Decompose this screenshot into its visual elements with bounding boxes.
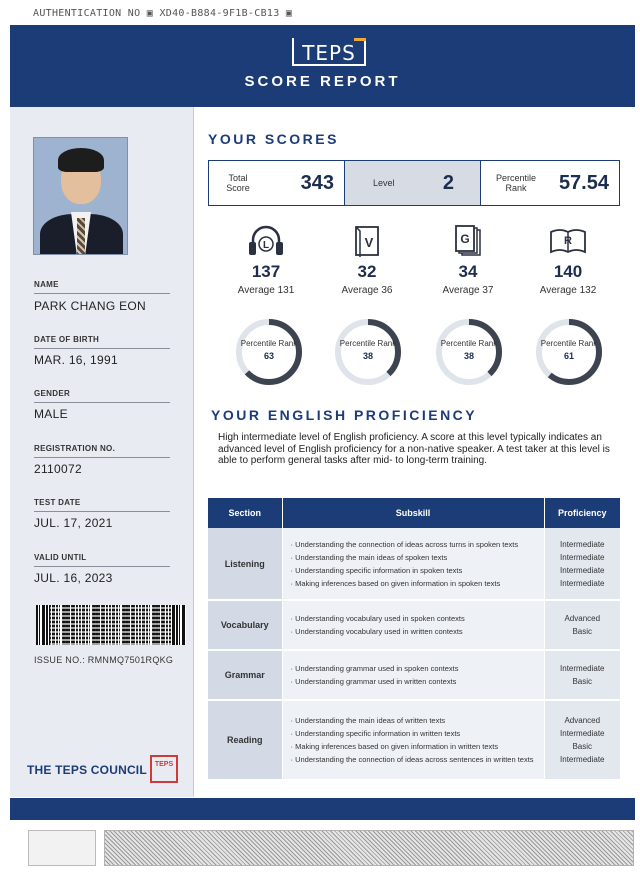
listening-percentile-ring <box>234 317 304 387</box>
percentile-cell <box>481 161 619 205</box>
table-row <box>208 650 620 700</box>
scores-title: YOUR SCORES <box>208 131 339 147</box>
table-row <box>208 600 620 650</box>
section-header: Section <box>208 498 282 528</box>
level-cell <box>345 161 481 205</box>
total-scores-box <box>208 160 620 206</box>
grammar-percentile: 38 <box>463 351 474 361</box>
subskill-item: · Understanding grammar used in written contexts <box>290 677 457 686</box>
proficiency-level: Basic <box>572 677 593 686</box>
test-date-label: TEST DATE <box>34 498 81 507</box>
section-cell: Listening <box>208 528 282 600</box>
table-row <box>208 700 620 780</box>
proficiency-header: Proficiency <box>544 498 620 528</box>
proficiency-level: Basic <box>572 627 593 636</box>
test-date-value: JUL. 17, 2021 <box>34 516 113 530</box>
proficiency-level: Advanced <box>564 614 601 623</box>
vocabulary-skill <box>327 224 407 296</box>
grammar-average: Average 37 <box>442 285 494 296</box>
listening-score: 137 <box>251 262 281 281</box>
security-pattern <box>104 830 634 866</box>
ring-label: Percentile Rank <box>440 339 498 348</box>
vocabulary-average: Average 36 <box>341 285 393 296</box>
proficiency-cell <box>544 528 620 600</box>
vocabulary-percentile-ring <box>333 317 403 387</box>
vocabulary-score: 32 <box>357 262 377 281</box>
vocabulary-percentile: 38 <box>362 351 373 361</box>
registration-label: REGISTRATION NO. <box>34 444 116 453</box>
subskill-item: · Understanding the main ideas of spoken texts <box>290 552 448 562</box>
ring-label: Percentile Rank <box>540 339 598 348</box>
square-icon: ▣ <box>146 8 154 19</box>
subskill-header: Subskill <box>282 498 544 528</box>
listening-average: Average 131 <box>237 285 295 296</box>
section-cell: Grammar <box>208 650 282 700</box>
report-header <box>10 25 635 107</box>
proficiency-level: Intermediate <box>560 755 605 764</box>
footer-bar <box>10 798 635 820</box>
subskill-item: · Understanding grammar used in spoken contexts <box>290 664 459 673</box>
square-icon: ▣ <box>285 8 293 19</box>
gender-value: MALE <box>34 407 68 421</box>
grammar-score: 34 <box>458 262 478 281</box>
subskill-item: · Understanding specific information in spoken texts <box>290 565 463 575</box>
proficiency-cell <box>544 600 620 650</box>
proficiency-level: Intermediate <box>560 565 605 575</box>
grammar-pages-icon <box>448 224 488 258</box>
gender-label: GENDER <box>34 389 71 398</box>
barcode <box>36 605 186 645</box>
svg-text:V: V <box>364 235 374 250</box>
subskill-cell <box>282 600 544 650</box>
proficiency-level: Intermediate <box>560 729 605 738</box>
auth-label: AUTHENTICATION NO <box>33 8 141 19</box>
name-label: NAME <box>34 280 59 289</box>
reading-average: Average 132 <box>539 285 597 296</box>
svg-text:R: R <box>564 235 572 247</box>
valid-until-label: VALID UNTIL <box>34 553 87 562</box>
reading-score: 140 <box>553 262 583 281</box>
reading-open-book-icon <box>548 224 588 258</box>
council-seal: TEPS <box>150 755 178 783</box>
proficiency-table <box>208 498 620 781</box>
teps-logo <box>292 38 366 66</box>
proficiency-level: Basic <box>572 742 593 751</box>
name-value: PARK CHANG EON <box>34 299 146 313</box>
proficiency-level: Intermediate <box>560 664 605 673</box>
listening-skill <box>226 224 306 296</box>
subskill-cell <box>282 528 544 600</box>
proficiency-level: Advanced <box>564 716 601 725</box>
ring-label: Percentile Rank <box>240 339 298 348</box>
dob-label: DATE OF BIRTH <box>34 335 100 344</box>
dob-value: MAR. 16, 1991 <box>34 353 118 367</box>
authentication-line <box>33 8 292 19</box>
subskill-item: · Making inferences based on given information in written texts <box>290 742 499 751</box>
total-score-value: 343 <box>300 171 334 194</box>
reading-percentile-ring <box>534 317 604 387</box>
logo-text: TEPS <box>302 41 356 65</box>
proficiency-level: Intermediate <box>560 552 605 562</box>
subskill-item: · Making inferences based on given information in spoken texts <box>290 578 501 588</box>
valid-until-value: JUL. 16, 2023 <box>34 571 113 585</box>
proficiency-description: High intermediate level of English proficiency. A score at this level typically indicates an advanced level of English proficiency for a non-native speaker. A test taker at this level is able to perform general tasks after mid- to long-term training. <box>218 432 610 466</box>
subskill-cell <box>282 650 544 700</box>
subskill-item: · Understanding vocabulary used in spoken contexts <box>290 614 465 623</box>
candidate-photo <box>33 137 128 255</box>
level-label: Level <box>373 178 395 188</box>
bottom-stamp-box <box>28 830 96 866</box>
report-title: SCORE REPORT <box>244 73 401 90</box>
subskill-item: · Understanding the connection of ideas across sentences in written texts <box>290 755 534 764</box>
registration-value: 2110072 <box>34 462 82 476</box>
total-score-label: Total Score <box>226 173 250 193</box>
svg-text:G: G <box>460 232 470 246</box>
headphones-icon <box>246 224 286 258</box>
proficiency-level: Intermediate <box>560 578 605 588</box>
subskill-item: · Understanding the main ideas of written texts <box>290 716 446 725</box>
proficiency-level: Intermediate <box>560 539 605 549</box>
svg-text:L: L <box>262 240 270 251</box>
grammar-percentile-ring <box>434 317 504 387</box>
council-name: THE TEPS COUNCIL <box>27 763 147 777</box>
grammar-skill <box>428 224 508 296</box>
ring-label: Percentile Rank <box>339 339 397 348</box>
percentile-label: Percentile Rank <box>495 173 537 193</box>
candidate-sidebar <box>10 107 194 797</box>
level-value: 2 <box>442 171 454 194</box>
issue-number: ISSUE NO.: RMNMQ7501RQKG <box>34 655 174 665</box>
section-cell: Vocabulary <box>208 600 282 650</box>
subskill-cell <box>282 700 544 780</box>
auth-code: XD40-B884-9F1B-CB13 <box>159 8 280 19</box>
vocabulary-book-icon <box>347 224 387 258</box>
table-row <box>208 528 620 600</box>
reading-skill <box>528 224 608 296</box>
percentile-value: 57.54 <box>558 171 609 194</box>
proficiency-title: YOUR ENGLISH PROFICIENCY <box>211 407 478 423</box>
total-score-cell <box>209 161 345 205</box>
subskill-item: · Understanding vocabulary used in written contexts <box>290 627 463 636</box>
reading-percentile: 61 <box>563 351 574 361</box>
proficiency-cell <box>544 700 620 780</box>
subskill-item: · Understanding specific information in written texts <box>290 729 461 738</box>
subskill-item: · Understanding the connection of ideas across turns in spoken texts <box>290 539 519 549</box>
proficiency-cell <box>544 650 620 700</box>
section-cell: Reading <box>208 700 282 780</box>
listening-percentile: 63 <box>263 351 274 361</box>
